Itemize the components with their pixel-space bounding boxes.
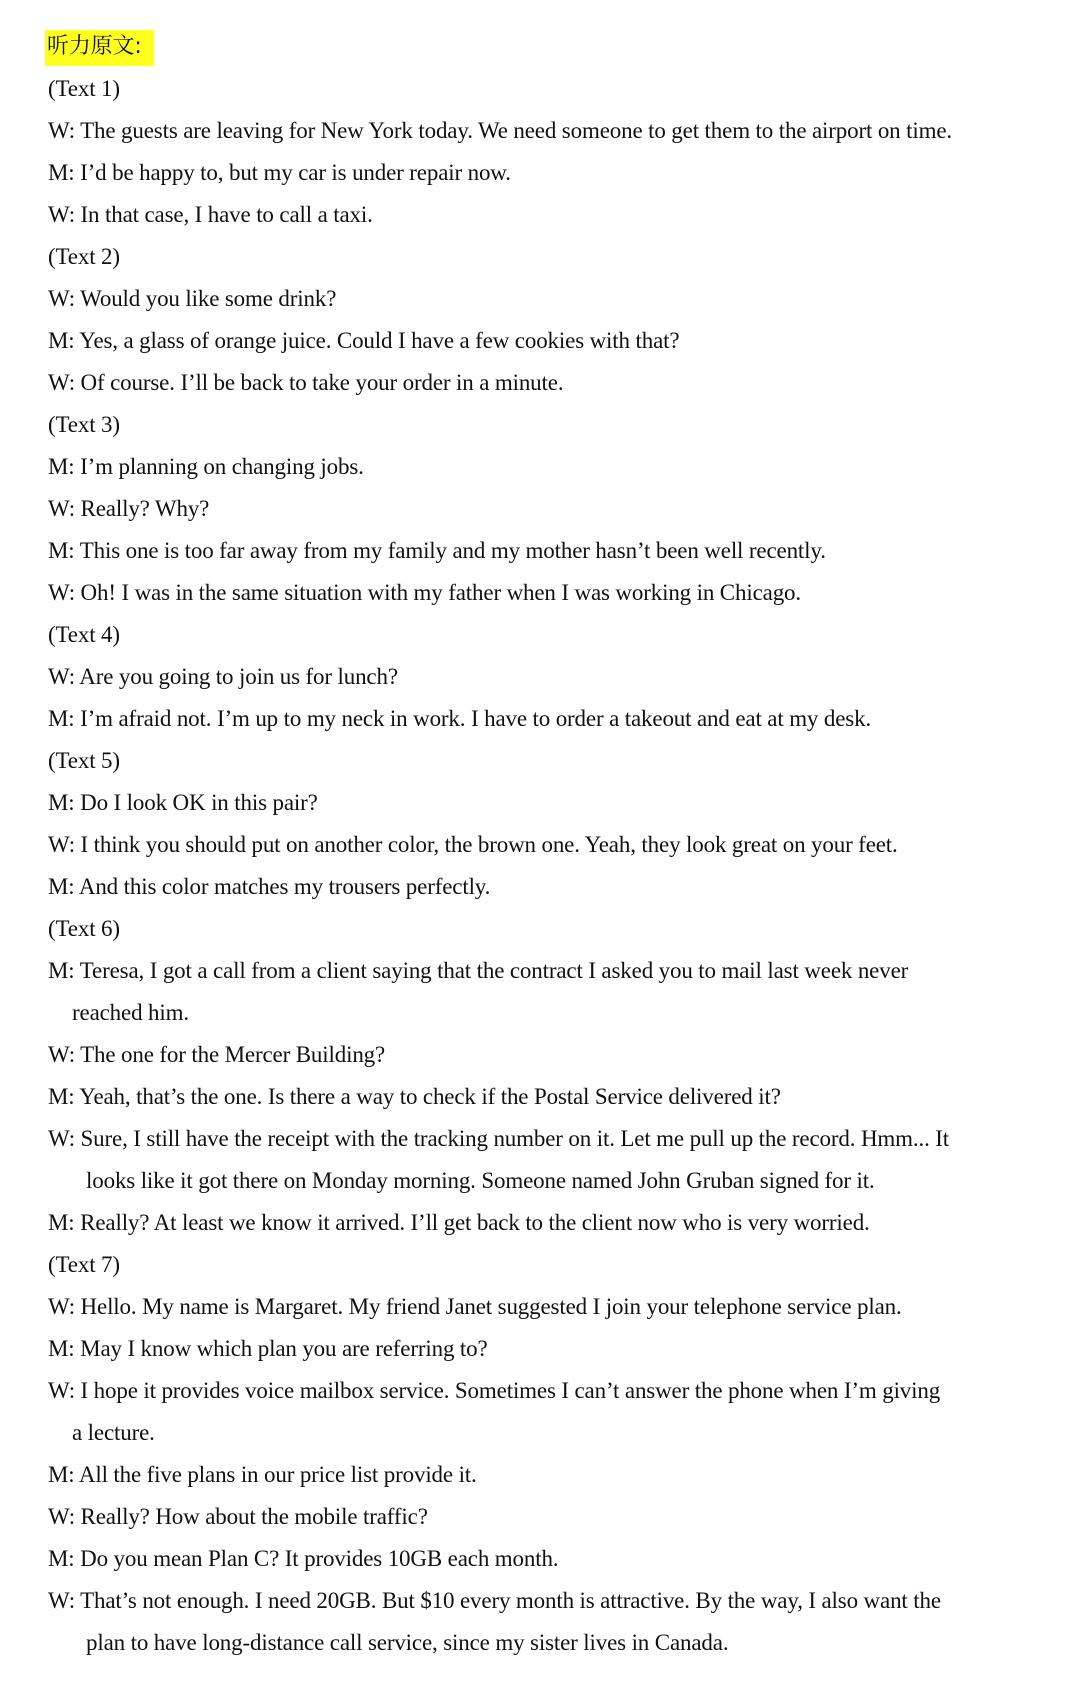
dialogue-line: M: This one is too far away from my family and my mother hasn’t been well recently. (48, 538, 826, 563)
section-label: (Text 3) (48, 412, 120, 437)
dialogue-line-continuation: a lecture. (72, 1420, 155, 1445)
dialogue-line-continuation: looks like it got there on Monday morning. Someone named John Gruban signed for it. (86, 1168, 875, 1193)
dialogue-line: W: I think you should put on another color, the brown one. Yeah, they look great on your feet. (48, 832, 898, 857)
dialogue-line-continuation: reached him. (72, 1000, 189, 1025)
dialogue-line: W: The guests are leaving for New York today. We need someone to get them to the airport on time. (48, 118, 953, 143)
transcript-heading: 听力原文: (45, 30, 154, 66)
dialogue-line: W: In that case, I have to call a taxi. (48, 202, 373, 227)
dialogue-line: W: I hope it provides voice mailbox service. Sometimes I can’t answer the phone when I’m giving (48, 1378, 941, 1403)
section-label: (Text 5) (48, 748, 120, 773)
dialogue-line: M: Do you mean Plan C? It provides 10GB each month. (48, 1546, 559, 1571)
dialogue-line: W: That’s not enough. I need 20GB. But $10 every month is attractive. By the way, I also want the (48, 1588, 941, 1613)
section-label: (Text 6) (48, 916, 120, 941)
dialogue-line: M: Do I look OK in this pair? (48, 790, 318, 815)
section-label: (Text 4) (48, 622, 120, 647)
dialogue-line: M: Really? At least we know it arrived. I’ll get back to the client now who is very worried. (48, 1210, 870, 1235)
dialogue-line: W: Are you going to join us for lunch? (48, 664, 398, 689)
section-label: (Text 2) (48, 244, 120, 269)
dialogue-line: W: The one for the Mercer Building? (48, 1042, 386, 1067)
dialogue-line: M: Yeah, that’s the one. Is there a way to check if the Postal Service delivered it? (48, 1084, 781, 1109)
dialogue-line: M: All the five plans in our price list provide it. (48, 1462, 477, 1487)
dialogue-line: M: And this color matches my trousers perfectly. (48, 874, 491, 899)
dialogue-line: M: Teresa, I got a call from a client saying that the contract I asked you to mail last week never (48, 958, 909, 983)
section-label: (Text 1) (48, 76, 120, 101)
dialogue-line: W: Oh! I was in the same situation with my father when I was working in Chicago. (48, 580, 802, 605)
dialogue-line: W: Sure, I still have the receipt with the tracking number on it. Let me pull up the record. Hmm... It (48, 1126, 950, 1151)
dialogue-line: M: Yes, a glass of orange juice. Could I have a few cookies with that? (48, 328, 680, 353)
dialogue-line: M: I’m afraid not. I’m up to my neck in work. I have to order a takeout and eat at my desk. (48, 706, 872, 731)
transcript-page (48, 30, 1040, 1664)
dialogue-line: W: Would you like some drink? (48, 286, 337, 311)
dialogue-line: W: Of course. I’ll be back to take your order in a minute. (48, 370, 564, 395)
dialogue-line: W: Really? Why? (48, 496, 210, 521)
dialogue-line: M: I’m planning on changing jobs. (48, 454, 364, 479)
dialogue-line: W: Hello. My name is Margaret. My friend Janet suggested I join your telephone service plan. (48, 1294, 902, 1319)
dialogue-line: M: May I know which plan you are referring to? (48, 1336, 488, 1361)
section-label: (Text 7) (48, 1252, 120, 1277)
dialogue-line: M: I’d be happy to, but my car is under repair now. (48, 160, 511, 185)
dialogue-line: W: Really? How about the mobile traffic? (48, 1504, 428, 1529)
dialogue-line-continuation: plan to have long-distance call service, since my sister lives in Canada. (86, 1630, 729, 1655)
